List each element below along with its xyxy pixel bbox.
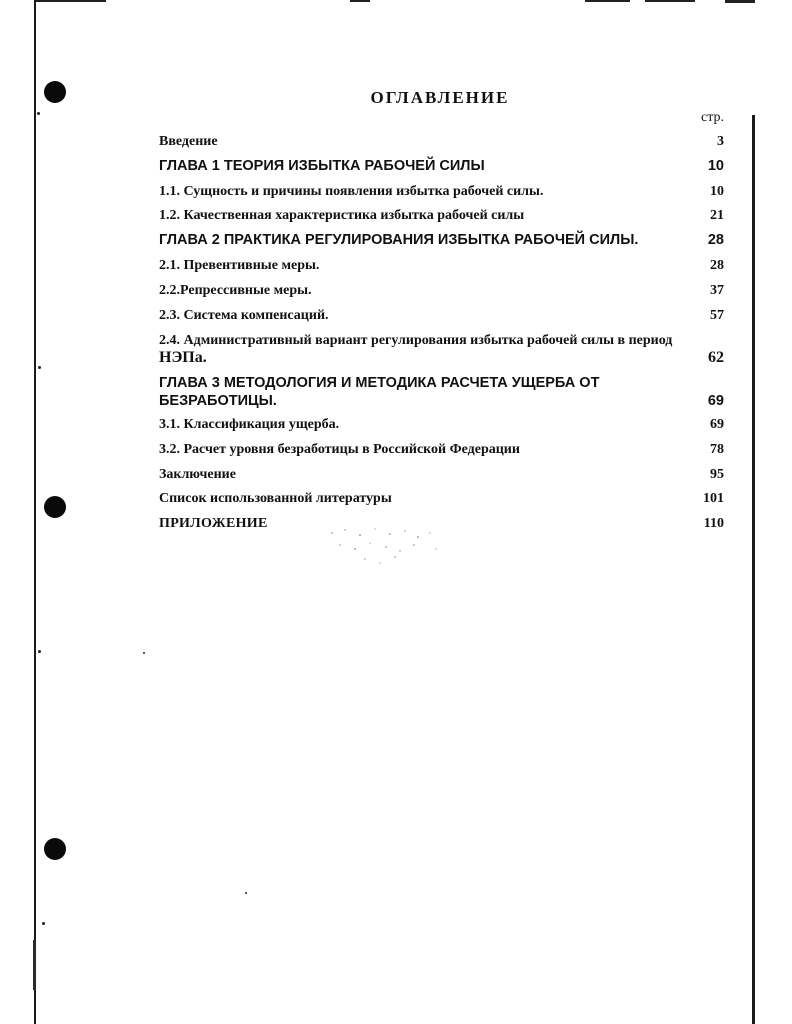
scan-top-mark xyxy=(645,0,695,2)
toc-entry-page: 101 xyxy=(703,491,724,506)
toc-entry xyxy=(159,308,724,324)
scan-top-mark xyxy=(350,0,370,2)
toc-entry-label: 1.2. Качественная характеристика избытка рабочей силы xyxy=(159,208,525,223)
toc-entry-label: 2.4. Административный вариант регулирования избытка рабочей силы в период xyxy=(159,333,673,348)
toc-entry-page: 110 xyxy=(703,516,724,531)
toc-chapter xyxy=(159,374,724,410)
scan-left-edge xyxy=(34,0,36,1024)
toc-entry-page: 95 xyxy=(710,467,724,482)
toc-entry-page: 57 xyxy=(710,308,724,323)
toc-entry-label: Заключение xyxy=(159,467,236,482)
toc-entry-page: 3 xyxy=(717,134,724,149)
toc-entry xyxy=(159,442,724,458)
toc-entry xyxy=(159,134,724,150)
toc-chapter-label-continued: БЕЗРАБОТИЦЫ. xyxy=(159,393,277,409)
toc-entry-page: 10 xyxy=(710,184,724,199)
toc-entry-label: 2.3. Система компенсаций. xyxy=(159,308,329,323)
toc-chapter xyxy=(159,158,724,174)
toc-chapter xyxy=(159,232,724,248)
toc-entry-label: 2.1. Превентивные меры. xyxy=(159,258,320,273)
toc-chapter-label: ГЛАВА 1 ТЕОРИЯ ИЗБЫТКА РАБОЧЕЙ СИЛЫ xyxy=(159,158,485,174)
scan-speck xyxy=(38,650,41,653)
toc-chapter-page: 10 xyxy=(707,158,724,174)
toc-entry xyxy=(159,467,724,483)
toc-entry-page: 37 xyxy=(710,283,724,298)
scan-speck xyxy=(143,652,145,654)
toc-entry-label: 3.2. Расчет уровня безработицы в Российской Федерации xyxy=(159,442,520,457)
toc-entry-page: 21 xyxy=(710,208,724,223)
toc-entry-label: Список использованной литературы xyxy=(159,491,392,506)
scan-speck xyxy=(37,112,40,115)
toc-entry-page: 62 xyxy=(708,349,724,366)
toc-entry xyxy=(159,332,724,367)
scan-speck xyxy=(38,366,41,369)
toc-entry xyxy=(159,283,724,299)
punch-hole xyxy=(44,496,66,518)
toc-entry xyxy=(159,208,724,224)
toc-entry-label: Введение xyxy=(159,134,218,149)
scan-right-edge xyxy=(752,115,755,1024)
toc-entry-label: 3.1. Классификация ущерба. xyxy=(159,417,340,432)
toc-entry-page: 28 xyxy=(710,258,724,273)
toc-entry xyxy=(159,258,724,274)
toc-chapter-page: 28 xyxy=(707,232,724,248)
toc-entry-continuation xyxy=(159,349,724,367)
scan-top-mark xyxy=(725,0,755,3)
page-column-label: стр. xyxy=(700,110,724,125)
toc-entry xyxy=(159,491,724,507)
toc-entry-label: 1.1. Сущность и причины появления избытка рабочей силы. xyxy=(159,184,544,199)
toc-entry-label-continued: НЭПа. xyxy=(159,349,207,366)
toc-chapter-continuation xyxy=(159,392,724,410)
scan-left-edge-mark xyxy=(33,940,36,990)
toc-entry xyxy=(159,417,724,433)
toc-entry xyxy=(159,516,724,532)
toc-entry-label: ПРИЛОЖЕНИЕ xyxy=(159,516,268,531)
toc-chapter-page: 69 xyxy=(707,393,724,409)
scan-top-mark xyxy=(585,0,630,2)
punch-hole xyxy=(44,838,66,860)
page-title: ОГЛАВЛЕНИЕ xyxy=(370,88,510,107)
toc-chapter-label: ГЛАВА 3 МЕТОДОЛОГИЯ И МЕТОДИКА РАСЧЕТА УЩЕРБА ОТ xyxy=(159,375,600,391)
toc-chapter-label: ГЛАВА 2 ПРАКТИКА РЕГУЛИРОВАНИЯ ИЗБЫТКА РАБОЧЕЙ СИЛЫ. xyxy=(159,232,639,248)
toc-entry-page: 78 xyxy=(710,442,724,457)
toc-entry xyxy=(159,184,724,200)
scan-speck xyxy=(245,892,247,894)
toc-entry-label: 2.2.Репрессивные меры. xyxy=(159,283,312,298)
toc-entry-page: 69 xyxy=(710,417,724,432)
scan-speck xyxy=(42,922,45,925)
scan-top-mark xyxy=(36,0,106,2)
